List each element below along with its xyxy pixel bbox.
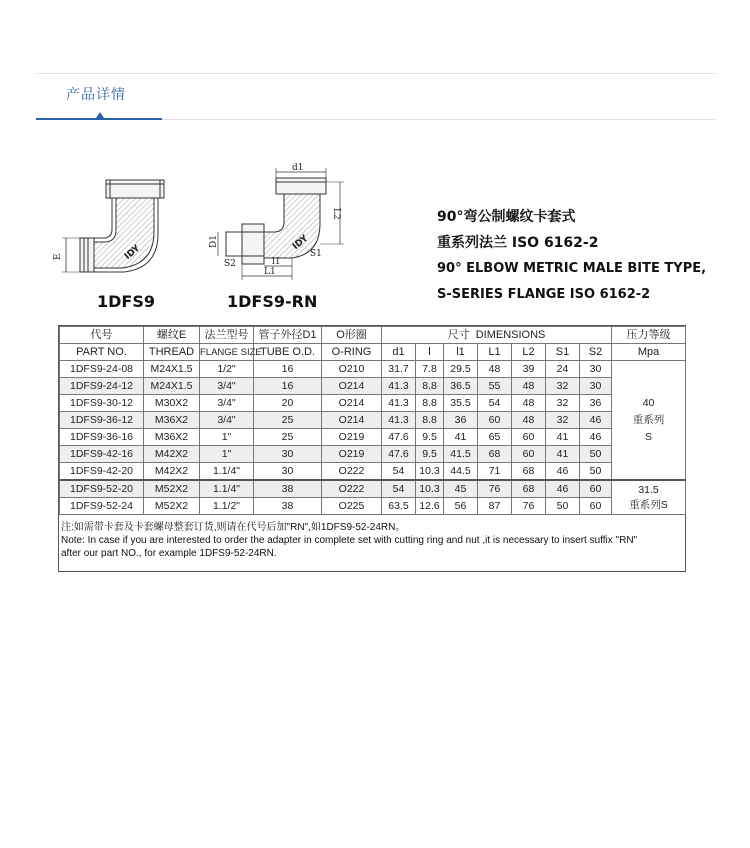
th-thread-en: THREAD	[144, 344, 200, 361]
table-cell: 30	[580, 361, 612, 378]
title-cn-line1: 90°弯公制螺纹卡套式	[437, 209, 576, 225]
table-cell: M42X2	[144, 463, 200, 481]
table-row	[60, 498, 686, 515]
table-cell: 3/4"	[200, 412, 254, 429]
th-dimensions: 尺寸 DIMENSIONS	[382, 327, 612, 344]
dim-l1-small-label: l1	[272, 257, 281, 267]
table-cell: 1DFS9-42-16	[60, 446, 144, 463]
table-cell: 32	[546, 378, 580, 395]
caption-1dfs9: 1DFS9	[97, 292, 155, 311]
table-cell: 38	[254, 498, 322, 515]
table-cell: 50	[580, 446, 612, 463]
table-cell: 68	[512, 463, 546, 481]
table-cell: O210	[322, 361, 382, 378]
table-cell: 50	[580, 463, 612, 481]
th-part-en: PART NO.	[60, 344, 144, 361]
table-cell: 87	[478, 498, 512, 515]
table-cell: 20	[254, 395, 322, 412]
table-cell: 36.5	[444, 378, 478, 395]
tab-caret-icon	[96, 112, 104, 118]
table-cell: 24	[546, 361, 580, 378]
table-cell: 1DFS9-52-24	[60, 498, 144, 515]
dim-s2-label: S2	[224, 259, 236, 269]
table-cell: 50	[546, 498, 580, 515]
table-cell: O219	[322, 429, 382, 446]
table-cell: 31.7	[382, 361, 416, 378]
th-S1: S1	[546, 344, 580, 361]
product-titles	[437, 204, 706, 308]
table-cell: 41	[546, 446, 580, 463]
table-cell: 1DFS9-24-08	[60, 361, 144, 378]
table-cell: 39	[512, 361, 546, 378]
note-en-line2: after our part NO., for example 1DFS9-52-24RN.	[61, 548, 277, 559]
th-L2: L2	[512, 344, 546, 361]
drawing-1dfs9-rn	[206, 160, 356, 285]
table-cell: 1DFS9-42-20	[60, 463, 144, 481]
table-cell: 3/4"	[200, 378, 254, 395]
dim-D1-label: D1	[209, 235, 219, 248]
table-cell: 1"	[200, 429, 254, 446]
table-cell: O222	[322, 480, 382, 498]
table-cell: 32	[546, 395, 580, 412]
table-cell: 1DFS9-36-12	[60, 412, 144, 429]
order-note	[59, 515, 685, 560]
table-cell: 8.8	[416, 412, 444, 429]
table-cell: 9.5	[416, 446, 444, 463]
table-cell: 8.8	[416, 378, 444, 395]
table-row	[60, 395, 686, 412]
table-cell: 3/4"	[200, 395, 254, 412]
table-cell: 68	[478, 446, 512, 463]
pressure-group-1	[612, 361, 686, 481]
table-cell: 1DFS9-30-12	[60, 395, 144, 412]
table-cell: 36	[444, 412, 478, 429]
spec-table-body	[60, 361, 686, 515]
table-cell: 41	[444, 429, 478, 446]
title-en-line2: S-SERIES FLANGE ISO 6162-2	[437, 287, 651, 302]
table-row	[60, 429, 686, 446]
table-cell: 76	[512, 498, 546, 515]
table-cell: O222	[322, 463, 382, 481]
dim-l2-label: L2	[331, 208, 341, 220]
table-cell: 47.6	[382, 446, 416, 463]
table-cell: 9.5	[416, 429, 444, 446]
table-cell: M52X2	[144, 498, 200, 515]
table-cell: 46	[580, 412, 612, 429]
detail-tab-bar	[36, 73, 716, 122]
table-cell: M24X1.5	[144, 361, 200, 378]
header-row-1	[60, 327, 686, 344]
table-cell: 10.3	[416, 463, 444, 481]
th-flange-cn: 法兰型号	[200, 327, 254, 344]
table-cell: 32	[546, 412, 580, 429]
table-cell: 1.1/2"	[200, 498, 254, 515]
table-cell: 54	[478, 395, 512, 412]
title-en-line1: 90° ELBOW METRIC MALE BITE TYPE,	[437, 261, 707, 276]
table-cell: 41	[546, 429, 580, 446]
dim-s1-label: S1	[310, 249, 322, 259]
tab-active-indicator	[36, 118, 162, 120]
table-cell: O219	[322, 446, 382, 463]
pressure-group-2-value: 31.5	[638, 483, 659, 496]
table-cell: 60	[478, 412, 512, 429]
table-cell: 16	[254, 361, 322, 378]
table-cell: 44.5	[444, 463, 478, 481]
table-cell: 35.5	[444, 395, 478, 412]
table-cell: 65	[478, 429, 512, 446]
table-cell: 60	[512, 429, 546, 446]
table-cell: 30	[254, 463, 322, 481]
th-oring-en: O-RING	[322, 344, 382, 361]
pressure-group-1-series: 重系列	[632, 413, 665, 426]
table-row	[60, 378, 686, 395]
table-cell: 25	[254, 412, 322, 429]
table-cell: 1.1/4"	[200, 463, 254, 481]
table-cell: 46	[546, 463, 580, 481]
table-cell: M52X2	[144, 480, 200, 498]
table-cell: 12.6	[416, 498, 444, 515]
table-cell: 38	[254, 480, 322, 498]
th-l: l	[416, 344, 444, 361]
th-d1: d1	[382, 344, 416, 361]
table-cell: M30X2	[144, 395, 200, 412]
caption-1dfs9-rn: 1DFS9-RN	[227, 292, 318, 311]
dim-e-label: E	[53, 253, 63, 260]
table-row	[60, 446, 686, 463]
title-cn-line2: 重系列法兰 ISO 6162-2	[437, 235, 599, 251]
spec-table-panel	[58, 325, 686, 572]
tab-product-details[interactable]: 产品详情	[66, 87, 126, 103]
table-cell: 54	[382, 480, 416, 498]
table-cell: 46	[580, 429, 612, 446]
table-cell: M42X2	[144, 446, 200, 463]
pressure-group-1-code: S	[645, 430, 653, 443]
spec-table	[59, 326, 686, 515]
table-cell: 30	[254, 446, 322, 463]
table-cell: 55	[478, 378, 512, 395]
table-cell: 46	[546, 480, 580, 498]
table-cell: 1DFS9-36-16	[60, 429, 144, 446]
table-cell: 36	[580, 395, 612, 412]
table-cell: M24X1.5	[144, 378, 200, 395]
table-cell: 76	[478, 480, 512, 498]
table-cell: 60	[580, 498, 612, 515]
table-cell: 54	[382, 463, 416, 481]
dim-d1-label: d1	[292, 163, 304, 173]
table-cell: 47.6	[382, 429, 416, 446]
header-row-2	[60, 344, 686, 361]
pressure-group-2	[612, 480, 686, 515]
table-cell: 41.5	[444, 446, 478, 463]
table-cell: 48	[512, 395, 546, 412]
table-cell: 1/2"	[200, 361, 254, 378]
idy-logo: IDY	[291, 233, 311, 252]
table-cell: 48	[512, 378, 546, 395]
table-cell: 7.8	[416, 361, 444, 378]
table-cell: 56	[444, 498, 478, 515]
th-pressure-en: Mpa	[612, 344, 686, 361]
th-S2: S2	[580, 344, 612, 361]
note-en-line1: Note: In case if you are interested to order the adapter in complete set with cutting ring and nut ,it is necessary to insert suffix "RN"	[61, 535, 638, 546]
table-row	[60, 361, 686, 378]
th-thread-cn: 螺纹E	[144, 327, 200, 344]
note-cn: 注:如需带卡套及卡套螺母整套订货,则请在代号后加"RN",如1DFS9-52-24RN。	[61, 522, 406, 533]
table-cell: 41.3	[382, 395, 416, 412]
table-cell: 48	[512, 412, 546, 429]
th-L1: L1	[478, 344, 512, 361]
table-cell: O225	[322, 498, 382, 515]
table-cell: O214	[322, 412, 382, 429]
idy-logo: IDY	[123, 243, 143, 262]
table-cell: O214	[322, 378, 382, 395]
table-cell: 1DFS9-24-12	[60, 378, 144, 395]
table-cell: 25	[254, 429, 322, 446]
table-cell: 30	[580, 378, 612, 395]
table-cell: 45	[444, 480, 478, 498]
table-row	[60, 463, 686, 481]
table-cell: 41.3	[382, 412, 416, 429]
table-cell: 63.5	[382, 498, 416, 515]
table-cell: 68	[512, 480, 546, 498]
table-cell: 1DFS9-52-20	[60, 480, 144, 498]
table-cell: 1"	[200, 446, 254, 463]
th-part-cn: 代号	[60, 327, 144, 344]
th-tube-en: TUBE O.D.	[254, 344, 322, 361]
pressure-group-2-series: 重系列S	[629, 498, 668, 511]
th-tube-cn: 管子外径D1	[254, 327, 322, 344]
table-cell: 16	[254, 378, 322, 395]
pressure-group-1-value: 40	[642, 396, 655, 409]
table-cell: M36X2	[144, 412, 200, 429]
th-pressure-cn: 压力等级	[612, 327, 686, 344]
table-cell: 60	[580, 480, 612, 498]
table-cell: 29.5	[444, 361, 478, 378]
table-cell: 8.8	[416, 395, 444, 412]
table-cell: M36X2	[144, 429, 200, 446]
table-row	[60, 480, 686, 498]
table-cell: 1.1/4"	[200, 480, 254, 498]
table-row	[60, 412, 686, 429]
th-l1: l1	[444, 344, 478, 361]
th-flange-en: FLANGE SIZE	[200, 344, 254, 361]
table-cell: O214	[322, 395, 382, 412]
table-cell: 48	[478, 361, 512, 378]
dim-L1-label: L1	[264, 267, 276, 277]
drawing-1dfs9	[54, 172, 184, 284]
table-cell: 41.3	[382, 378, 416, 395]
table-cell: 71	[478, 463, 512, 481]
th-oring-cn: O形圈	[322, 327, 382, 344]
table-cell: 10.3	[416, 480, 444, 498]
table-cell: 60	[512, 446, 546, 463]
